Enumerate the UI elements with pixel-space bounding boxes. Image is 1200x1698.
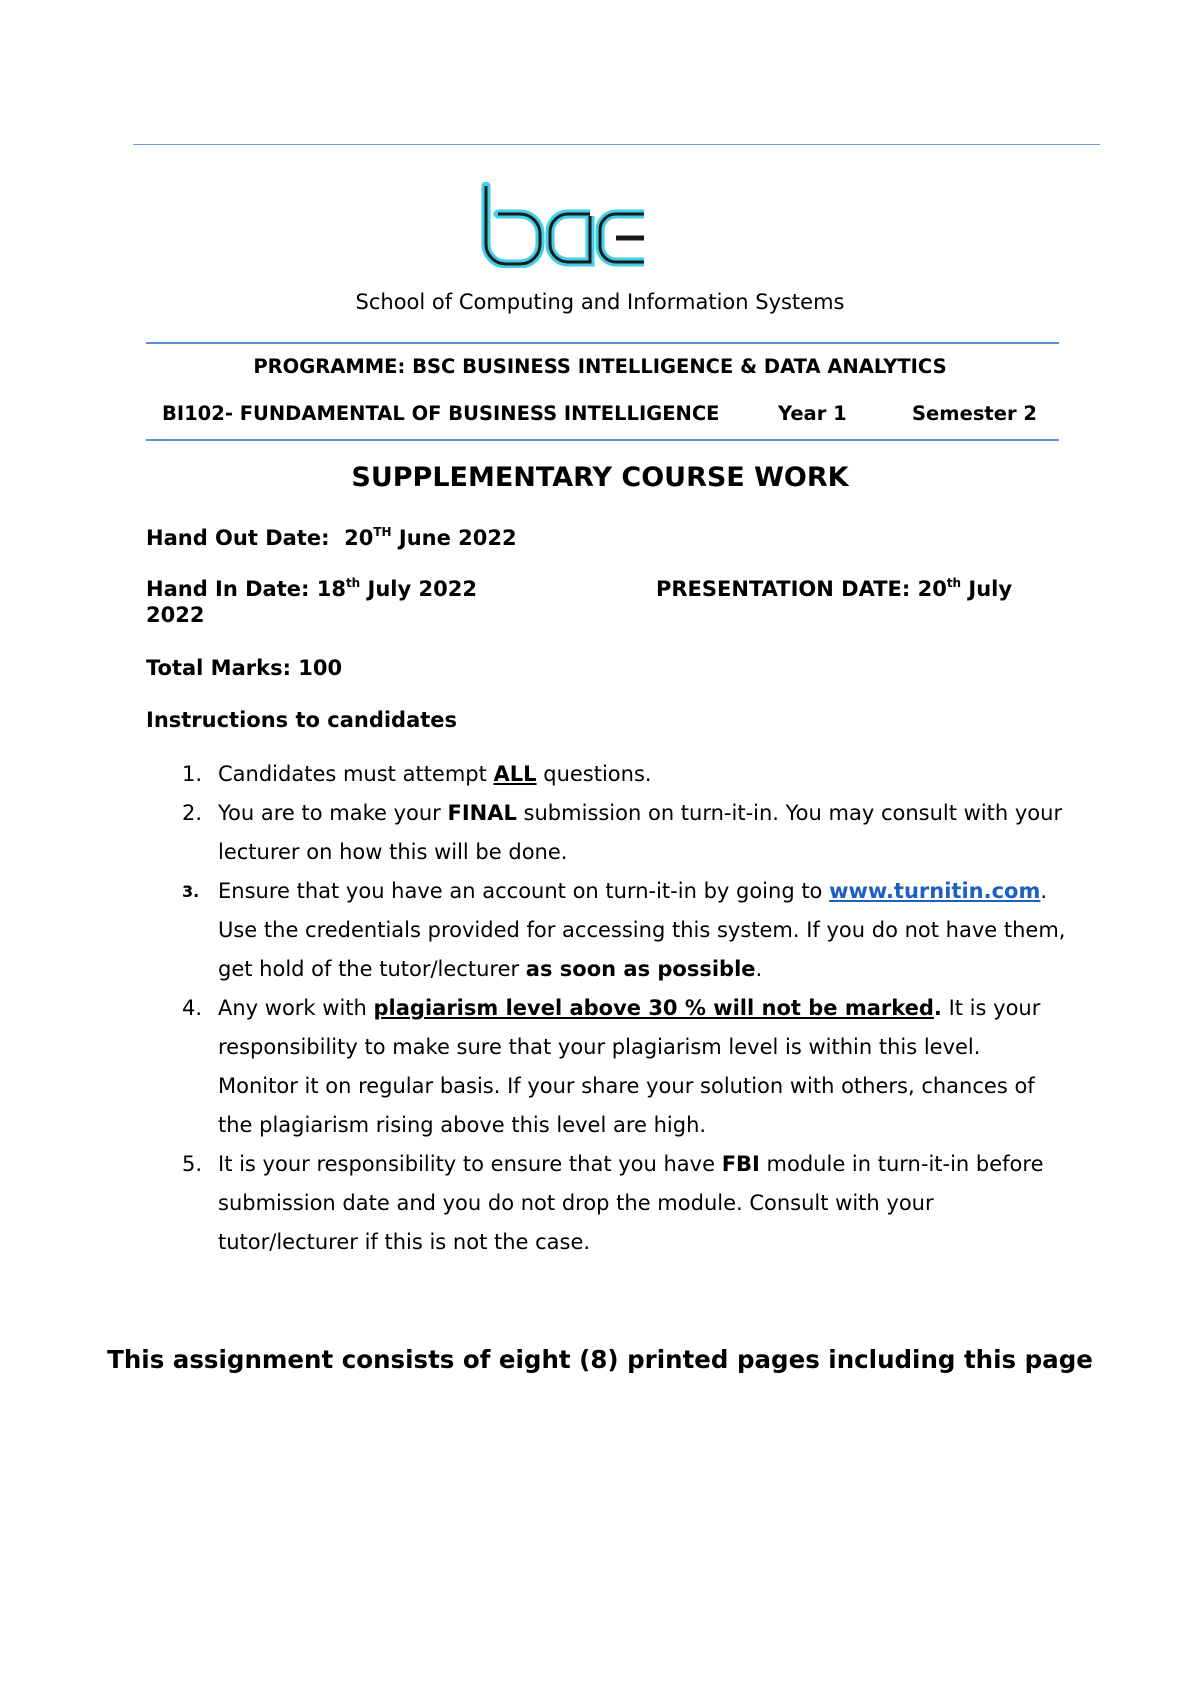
- instruction-item: 2. You are to make your FINAL submission on turn-it-in. You may consult with your lecturer on how this will be done.: [182, 801, 1063, 864]
- instruction-item: 5. It is your responsibility to ensure that you have FBI module in turn-it-in before submission date and you do not drop the module. Consult with your tutor/lecturer if this is not the case.: [182, 1152, 1044, 1254]
- school-name: School of Computing and Information Systems: [355, 290, 845, 314]
- document-title: SUPPLEMENTARY COURSE WORK: [351, 462, 849, 493]
- turnitin-link[interactable]: www.turnitin.com: [829, 879, 1041, 903]
- top-rule: [133, 144, 1100, 145]
- presentation-date: PRESENTATION DATE: 20th July: [656, 576, 1013, 601]
- course-year: Year 1: [778, 402, 847, 425]
- instructions-heading: Instructions to candidates: [146, 708, 458, 732]
- header-rule-bottom: [146, 439, 1059, 441]
- course-code-title: BI102- FUNDAMENTAL OF BUSINESS INTELLIGENCE: [162, 402, 720, 425]
- instruction-item: 4. Any work with plagiarism level above 30 % will not be marked. It is your responsibility to make sure that your plagiarism level is within this level. Monitor it on regular basis. If your share your solution with others, chances of the plagiarism rising above this level are high.: [182, 996, 1041, 1137]
- presentation-year: 2022: [146, 603, 205, 627]
- course-semester: Semester 2: [912, 402, 1037, 425]
- hand-out-date: Hand Out Date: 20TH June 2022: [146, 525, 517, 550]
- hand-in-date: Hand In Date: 18th July 2022: [146, 576, 477, 601]
- page-count-note: This assignment consists of eight (8) printed pages including this page: [107, 1345, 1093, 1374]
- instruction-item: 1. Candidates must attempt ALL questions.: [182, 762, 652, 786]
- bac-logo: [478, 182, 650, 268]
- header-rule-top: [146, 342, 1059, 344]
- instruction-item: 3. Ensure that you have an account on turn-it-in by going to www.turnitin.com. Use the credentials provided for accessing this system. If you do not have them, get hold of the tutor/lecturer as soon as possible.: [182, 879, 1066, 981]
- instructions-list: [146, 755, 1066, 1262]
- total-marks: Total Marks: 100: [146, 656, 343, 680]
- programme-title: PROGRAMME: BSC BUSINESS INTELLIGENCE & DATA ANALYTICS: [253, 355, 947, 378]
